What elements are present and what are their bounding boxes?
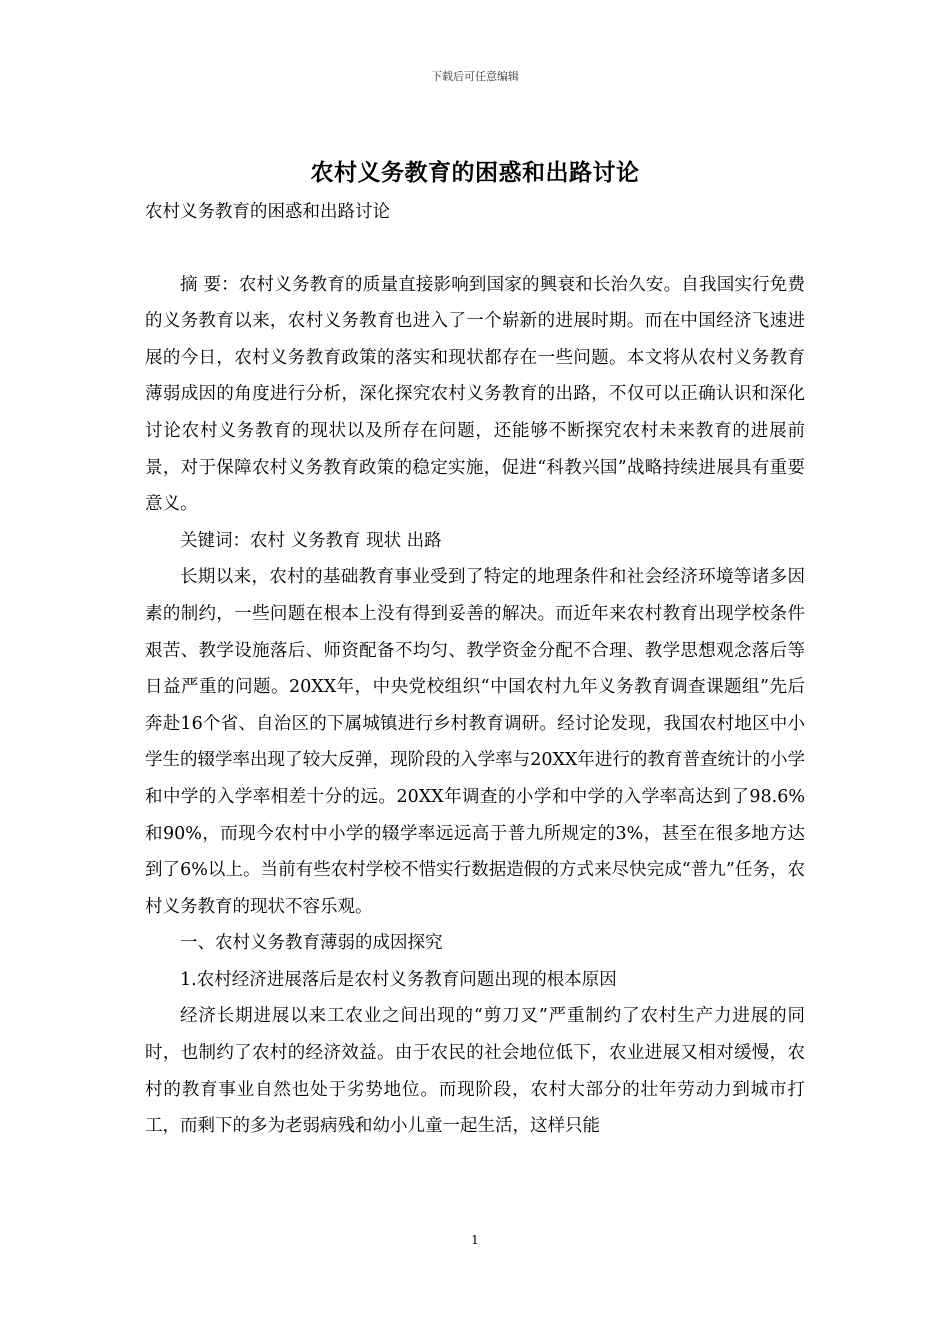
document-body — [145, 194, 805, 1145]
document-title: 农村义务教育的困惑和出路讨论 — [310, 159, 640, 186]
intro-paragraph: 长期以来，农村的基础教育事业受到了特定的地理条件和社会经济环境等诸多因素的制约，一些问题在根本上没有得到妥善的解决。而近年来农村教育出现学校条件艰苦、教学设施落后、师资配备不均匀、教学资金分配不合理、教学思想观念落后等日益严重的问题。20XX年，中央党校组织“中国农村九年义务教育调查课题组”先后奔赴16个省、自治区的下属城镇进行乡村教育调研。经讨论发现，我国农村地区中小学生的辍学率出现了较大反弹，现阶段的入学率与20XX年进行的教育普查统计的小学和中学的入学率相差十分的远。20XX年调查的小学和中学的入学率高达到了98.6%和90%，而现今农村中小学的辍学率远远高于普九所规定的3%，甚至在很多地方达到了6%以上。当前有些农村学校不惜实行数据造假的方式来尽快完成“普九”任务，农村义务教育的现状不容乐观。 — [145, 567, 805, 917]
document-subtitle: 农村义务教育的困惑和出路讨论 — [145, 202, 390, 222]
blank-line — [145, 231, 805, 267]
header-note: 下载后可任意编辑 — [431, 70, 519, 83]
subsection-heading: 1.农村经济进展落后是农村义务教育问题出现的根本原因 — [180, 969, 617, 990]
section-heading: 一、农村义务教育薄弱的成因探究 — [180, 933, 443, 954]
keywords-line: 关键词：农村 义务教育 现状 出路 — [180, 530, 442, 551]
abstract-paragraph: 摘 要：农村义务教育的质量直接影响到国家的興衰和长治久安。自我国实行免费的义务教育以来，农村义务教育也进入了一个崭新的进展时期。而在中国经济飞速进展的今日，农村义务教育政策的落实和现状都存在一些问题。本文将从农村义务教育薄弱成因的角度进行分析，深化探究农村义务教育的出路，不仅可以正确认识和深化讨论农村义务教育的现状以及所存在问题，还能够不断探究农村未来教育的进展前景，对于保障农村义务教育政策的稳定实施，促进“科教兴国”战略持续进展具有重要意义。 — [145, 274, 805, 515]
page-number: 1 — [471, 1233, 479, 1247]
body-paragraph: 经济长期进展以来工农业之间出现的“剪刀叉”严重制约了农村生产力进展的同时，也制约了农村的经济效益。由于农民的社会地位低下，农业进展又相对缓慢，农村的教育事业自然也处于劣势地位。而现阶段，农村大部分的壮年劳动力到城市打工，而剩下的多为老弱病残和幼小儿童一起生活，这样只能 — [145, 1006, 805, 1137]
